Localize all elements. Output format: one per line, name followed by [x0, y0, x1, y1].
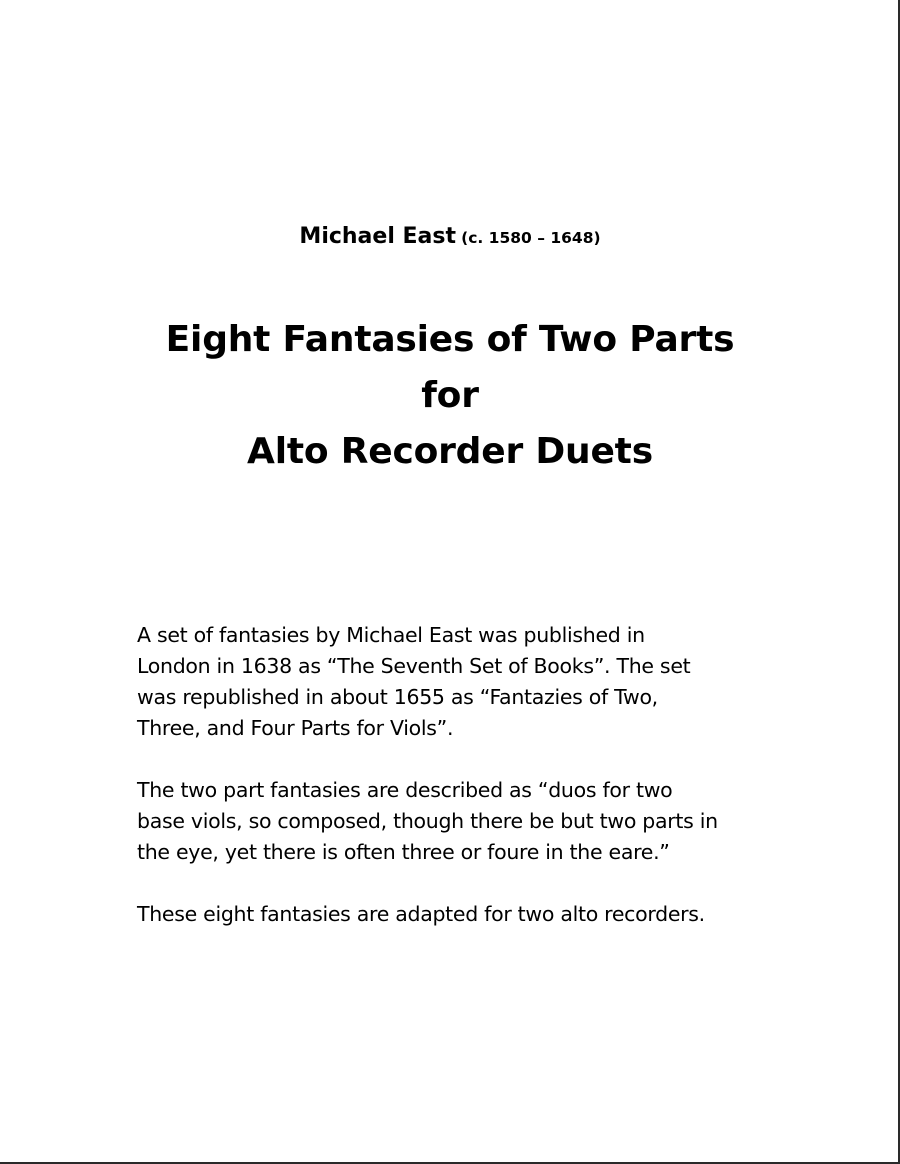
text-line: London in 1638 as “The Seventh Set of Books”. The set	[137, 654, 691, 678]
text-line: base viols, so composed, though there be but two parts in	[137, 809, 718, 833]
title-line-3: Alto Recorder Duets	[247, 431, 653, 472]
text-line: the eye, yet there is often three or foure in the eare.”	[137, 840, 670, 864]
composer-dates: (c. 1580 – 1648)	[461, 229, 601, 247]
composer-heading	[0, 222, 900, 253]
text-line: The two part fantasies are described as “duos for two	[137, 778, 673, 802]
text-line: A set of fantasies by Michael East was published in	[137, 623, 645, 647]
text-line: These eight fantasies are adapted for two alto recorders.	[137, 902, 705, 926]
text-line: Three, and Four Parts for Viols”.	[137, 716, 454, 740]
description-text	[137, 620, 837, 961]
title-line-1: Eight Fantasies of Two Parts	[165, 319, 735, 360]
paragraph-adaptation-note	[137, 899, 837, 930]
composer-name: Michael East	[299, 224, 457, 249]
paragraph-description-quote	[137, 775, 837, 868]
page-title	[0, 312, 900, 480]
paragraph-publication-history	[137, 620, 837, 744]
title-line-2: for	[421, 375, 479, 416]
text-line: was republished in about 1655 as “Fantazies of Two,	[137, 685, 658, 709]
